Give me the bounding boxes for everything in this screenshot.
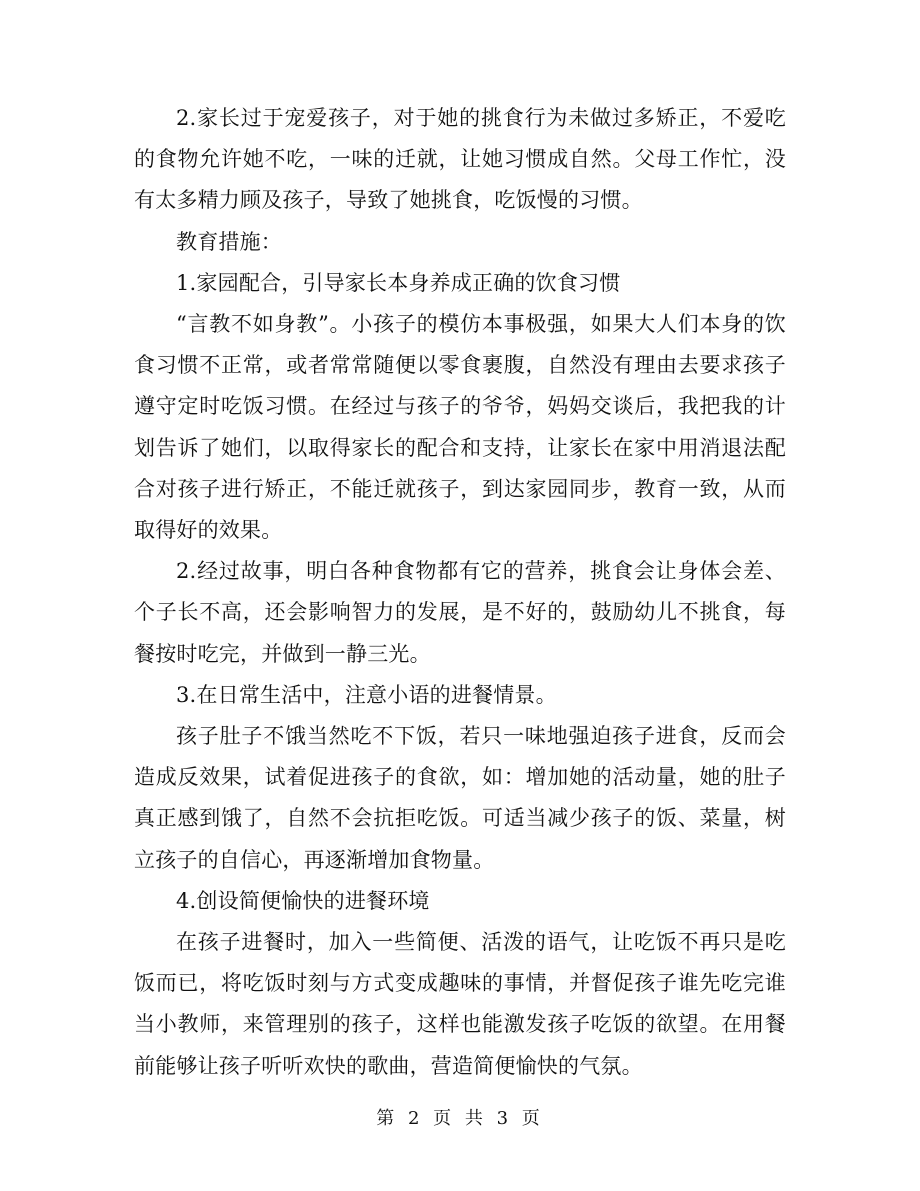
document-body bbox=[134, 98, 786, 1087]
paragraph-measures-heading: 教育措施： bbox=[176, 229, 282, 254]
paragraph-cause-2: 2.家长过于宠爱孩子，对于她的挑食行为未做过多矫正，不爱吃的食物允许她不吃，一味的迁就，让她习惯成自然。父母工作忙，没有太多精力顾及孩子，导致了她挑食，吃饭慢的习惯。 bbox=[134, 106, 786, 213]
page-footer: 第 2 页 共 3 页 bbox=[376, 1108, 544, 1129]
paragraph-measure-1-body: “言教不如身教”。小孩子的模仿本事极强，如果大人们本身的饮食习惯不正常，或者常常随便以零食裹腹，自然没有理由去要求孩子遵守定时吃饭习惯。在经过与孩子的爷爷，妈妈交谈后，我把我的计划告诉了她们，以取得家长的配合和支持，让家长在家中用消退法配合对孩子进行矫正，不能迁就孩子，到达家园同步，教育一致，从而取得好的效果。 bbox=[134, 312, 786, 543]
paragraph-measure-3-title: 3.在日常生活中，注意小语的进餐情景。 bbox=[176, 682, 557, 707]
paragraph-measure-3-body: 孩子肚子不饿当然吃不下饭，若只一味地强迫孩子进食，反而会造成反效果，试着促进孩子的食欲，如：增加她的活动量，她的肚子真正感到饿了，自然不会抗拒吃饭。可适当减少孩子的饭、菜量，树立孩子的自信心，再逐渐增加食物量。 bbox=[134, 724, 786, 872]
paragraph-measure-4-body: 在孩子进餐时，加入一些简便、活泼的语气，让吃饭不再只是吃饭而已，将吃饭时刻与方式变成趣味的事情，并督促孩子谁先吃完谁当小教师，来管理别的孩子，这样也能激发孩子吃饭的欲望。在用餐前能够让孩子听听欢快的歌曲，营造简便愉快的气氛。 bbox=[134, 930, 786, 1078]
paragraph-measure-2: 2.经过故事，明白各种食物都有它的营养，挑食会让身体会差、个子长不高，还会影响智力的发展，是不好的，鼓励幼儿不挑食，每餐按时吃完，并做到一静三光。 bbox=[134, 559, 786, 666]
paragraph-measure-1-title: 1.家园配合，引导家长本身养成正确的饮食习惯 bbox=[176, 270, 621, 295]
paragraph-measure-4-title: 4.创设简便愉快的进餐环境 bbox=[176, 888, 430, 913]
